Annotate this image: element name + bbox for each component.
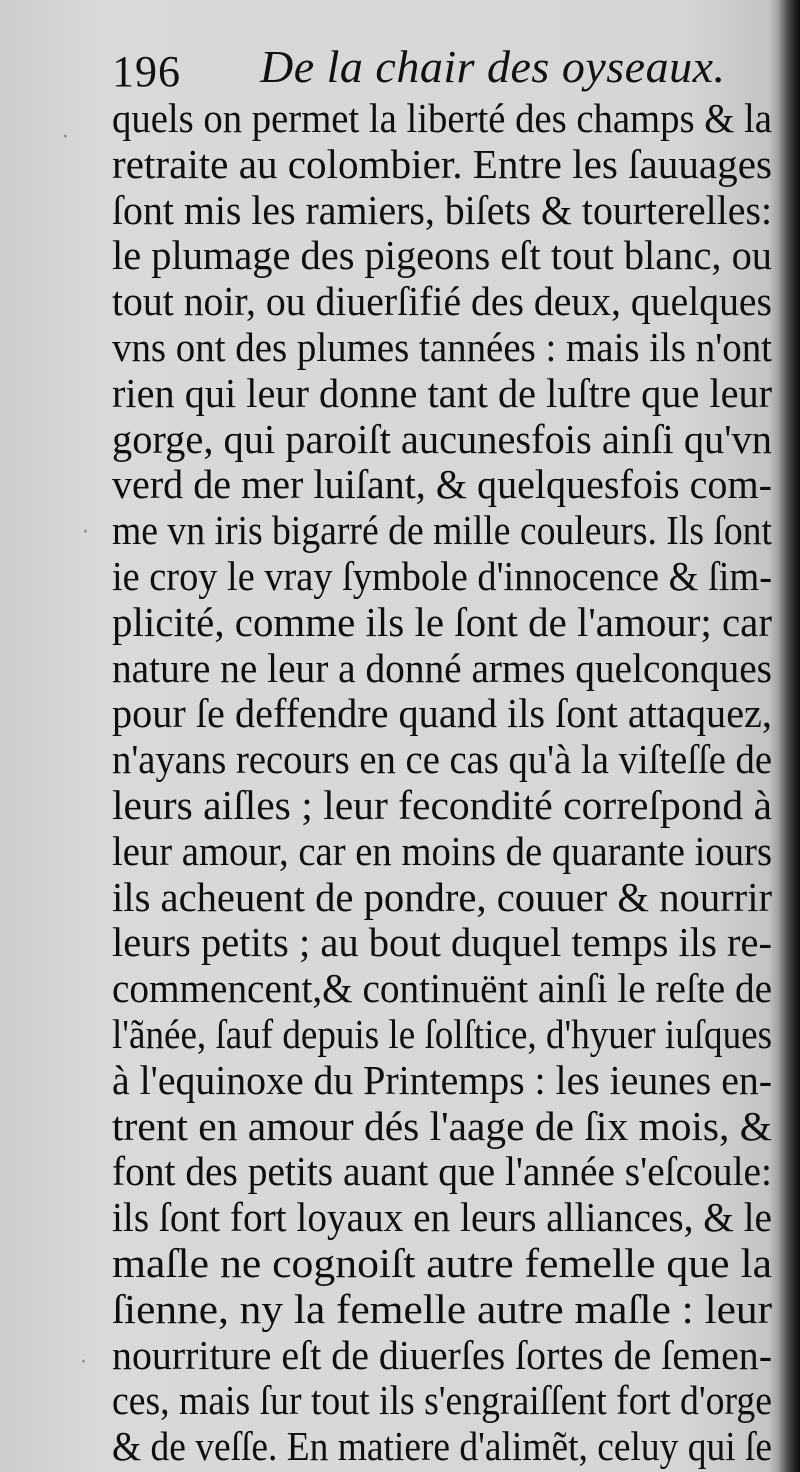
text-line: ſienne, ny la femelle autre maſle : leur — [112, 1285, 773, 1332]
text-line: trent en amour dés l'aage de ſix mois, & — [112, 1102, 773, 1149]
text-line: leurs petits ; au bout duquel temps ils re- — [112, 919, 773, 966]
text-line: plicité, comme ils le ſont de l'amour; car — [112, 598, 772, 645]
text-line: l'ãnée, ſauf depuis le ſolſtice, d'hyuer iuſques — [112, 1010, 773, 1057]
text-line: quels on permet la liberté des champs & la — [112, 95, 772, 141]
text-line: me vn iris bigarré de mille couleurs. Ils ſont — [112, 507, 772, 554]
text-line: & de veſſe. En matiere d'alimẽt, celuy qui ſe — [112, 1423, 773, 1470]
text-line: pour ſe deffendre quand ils ſont attaquez, — [112, 690, 773, 737]
text-line: ils ſont fort loyaux en leurs alliances, & le — [112, 1194, 772, 1241]
text-line: vns ont des plumes tannées : mais ils n'ont — [112, 323, 772, 370]
margin-dot: · — [80, 1350, 87, 1375]
text-line: n'ayans recours en ce cas qu'à la viſteſſe de — [112, 736, 773, 783]
text-line: ſont mis les ramiers, biſets & tourterelles: — [112, 186, 773, 233]
text-line: ils acheuent de pondre, couuer & nourrir — [112, 873, 773, 920]
running-head — [112, 40, 772, 100]
text-line: verd de mer luiſant, & quelquesfois com- — [112, 461, 772, 508]
text-line: ie croy le vray ſymbole d'innocence & ſim- — [112, 552, 773, 599]
text-line: rien qui leur donne tant de luſtre que leur — [112, 369, 773, 416]
text-line: leurs aiſles ; leur fecondité correſpond à — [112, 781, 772, 828]
text-line: à l'equinoxe du Printemps : les ieunes en- — [112, 1056, 772, 1103]
body-text — [112, 96, 772, 1470]
text-line: le plumage des pigeons eſt tout blanc, ou — [112, 232, 773, 279]
page-edge-shadow — [778, 0, 800, 1472]
text-line: nature ne leur a donné armes quelconques — [112, 644, 772, 691]
margin-dot: · — [82, 520, 89, 545]
running-title: De la chair des oyseaux. — [260, 41, 726, 92]
text-line: nourriture eſt de diuerſes ſortes de ſemen- — [112, 1331, 773, 1378]
text-line: font des petits auant que l'année s'eſcoule: — [112, 1148, 773, 1195]
text-line: leur amour, car en moins de quarante iours — [112, 827, 773, 874]
text-line: maſle ne cognoiſt autre femelle que la — [112, 1239, 772, 1286]
text-line: gorge, qui paroiſt aucunesfois ainſi qu'vn — [112, 415, 772, 462]
text-line: retraite au colombier. Entre les ſauuages — [112, 140, 772, 187]
text-line: ces, mais ſur tout ils s'engraiſſent fort d'orge — [112, 1377, 772, 1424]
text-line: commencent,& continuënt ainſi le reſte de — [112, 965, 772, 1012]
margin-dot: · — [62, 125, 69, 150]
text-line: tout noir, ou diuerſifié des deux, quelques — [112, 278, 773, 325]
page-number: 196 — [112, 47, 181, 96]
